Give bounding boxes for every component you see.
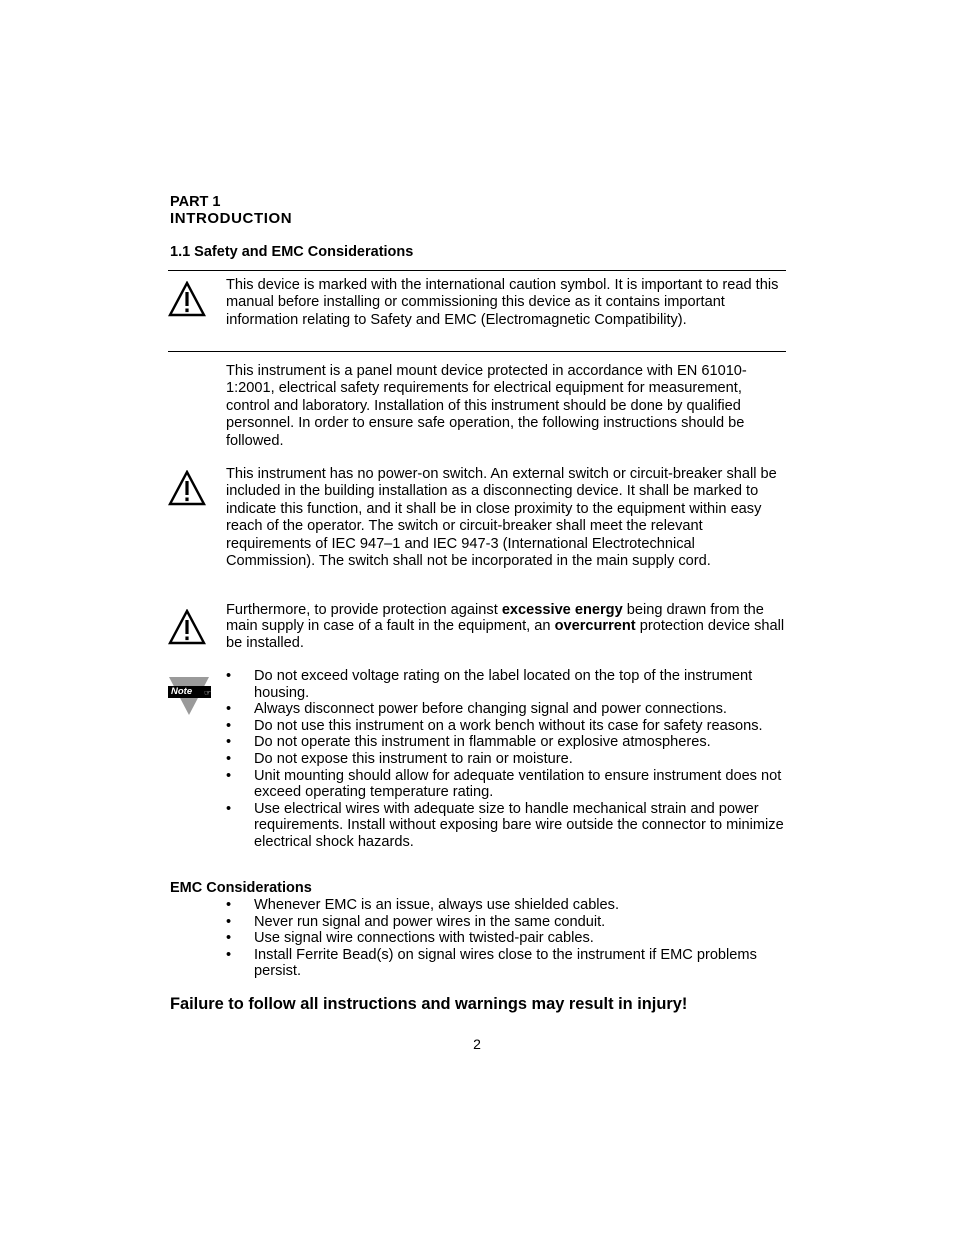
section-title: 1.1 Safety and EMC Considerations [170,244,414,260]
protection-paragraph [226,602,788,651]
excessive-energy-term: excessive energy [501,602,623,618]
list-item: • Unit mounting should allow for adequate ventilation to ensure instrument does not exceed operating temperature rating. [226,768,788,801]
note-label: Note [171,686,193,697]
protection-text-1: Furthermore, to provide protection against [226,602,502,618]
power-switch-paragraph: This instrument has no power-on switch. An external switch or circuit-breaker shall be included in the building installation as a disconnecting device. It shall be marked to indicate this function, and it shall be in close proximity to the equipment within easy reach of the operator. The switch or circuit-breaker shall meet the relevant requirements of IEC 947–1 and IEC 947-3 (International Electrotechnical Commission). The switch shall not be incorporated in the main supply cord. [226,466,777,570]
emc-heading: EMC Considerations [170,880,312,896]
caution-triangle-icon [168,609,206,645]
protection-text-2: being drawn from the main supply in case of a fault in the equipment, an [226,602,764,635]
page-number: 2 [473,1036,481,1052]
list-item: • Always disconnect power before changing signal and power connections. [226,701,788,718]
note-pointer-icon [168,676,212,716]
bottom-rule [168,351,786,352]
emc-bullet-list [226,897,788,980]
list-item: • Do not expose this instrument to rain or moisture. [226,751,788,768]
svg-text:☞: ☞ [204,688,212,698]
list-item: • Whenever EMC is an issue, always use shielded cables. [226,897,788,914]
list-item: • Do not exceed voltage rating on the label located on the top of the instrument housing. [226,668,788,701]
safety-bullet-list [226,668,788,851]
part-label: PART 1 [170,194,221,210]
overcurrent-term: overcurrent [554,618,636,635]
list-item: • Do not use this instrument on a work bench without its case for safety reasons. [226,718,788,735]
caution-text: This device is marked with the international caution symbol. It is important to read this manual before installing or commissioning this device as it contains important information relating to Safety and EMC (Electromagnetic Compatibility). [226,277,779,328]
list-item: • Use electrical wires with adequate size to handle mechanical strain and power requirements. Install without exposing bare wire outside the connector to minimize electrical shock hazards. [226,801,788,851]
chapter-title: INTRODUCTION [170,210,293,227]
top-rule [168,270,786,271]
list-item: • Use signal wire connections with twisted-pair cables. [226,930,788,947]
instrument-paragraph: This instrument is a panel mount device protected in accordance with EN 61010-1:2001, electrical safety requirements for electrical equipment for measurement, control and laboratory. Installation of this instrument should be done by qualified personnel. In order to ensure safe operation, the following instructions should be followed. [226,363,747,449]
caution-triangle-icon [168,470,206,506]
list-item: • Install Ferrite Bead(s) on signal wires close to the instrument if EMC problems persist. [226,947,788,980]
list-item: • Do not operate this instrument in flammable or explosive atmospheres. [226,734,788,751]
list-item: • Never run signal and power wires in the same conduit. [226,914,788,931]
caution-triangle-icon [168,281,206,317]
injury-warning: Failure to follow all instructions and warnings may result in injury! [170,995,688,1013]
protection-text-3: protection device shall be installed. [226,618,785,651]
